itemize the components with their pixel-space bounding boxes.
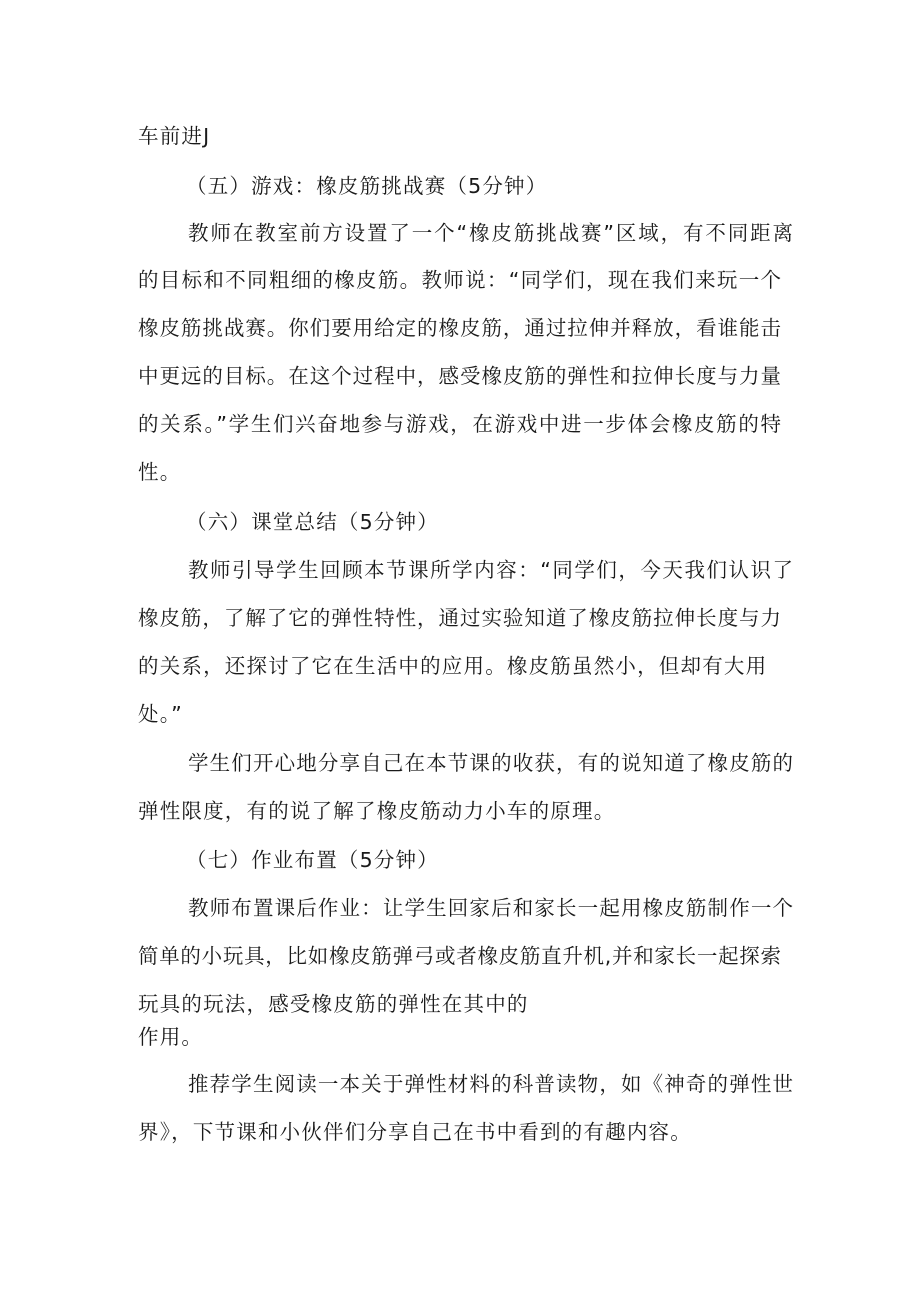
paragraph-line: 推荐学生阅读一本关于弹性材料的科普读物，如《神奇的弹性世 xyxy=(188,1072,793,1096)
text-line xyxy=(188,1070,793,1098)
paragraph-line: 教师引导学生回顾本节课所学内容：“同学们，今天我们认识了 xyxy=(188,558,793,582)
text-line: 弹性限度，有的说了解了橡皮筋动力小车的原理。 xyxy=(138,799,616,823)
text-line xyxy=(138,410,781,438)
text-line xyxy=(138,314,781,342)
paragraph-line: 的目标和不同粗细的橡皮筋。教师说：“同学们，现在我们来玩一个 xyxy=(138,268,781,292)
paragraph-line: 的关系。”学生们兴奋地参与游戏，在游戏中进一步体会橡皮筋的特 xyxy=(138,412,781,436)
text-line: 作用。 xyxy=(138,1025,204,1049)
paragraph-line: 橡皮筋，了解了它的弹性特性，通过实验知道了橡皮筋拉伸长度与力 xyxy=(138,606,781,630)
text-line xyxy=(188,556,793,584)
section-heading-summary: （六）课堂总结（5分钟） xyxy=(186,510,439,534)
text-line xyxy=(138,266,781,294)
paragraph-line: 简单的小玩具，比如橡皮筋弹弓或者橡皮筋直升机,并和家长一起探索 xyxy=(138,944,781,968)
text-line xyxy=(138,942,781,970)
text-line xyxy=(188,219,793,247)
text-line xyxy=(188,894,793,922)
text-line: 性。 xyxy=(138,460,182,484)
paragraph-line: 教师布置课后作业：让学生回家后和家长一起用橡皮筋制作一个 xyxy=(188,896,793,920)
text-line xyxy=(188,749,793,777)
paragraph-line: 学生们开心地分享自己在本节课的收获，有的说知道了橡皮筋的 xyxy=(188,751,793,775)
section-heading-homework: （七）作业布置（5分钟） xyxy=(186,848,439,872)
paragraph-line: 中更远的目标。在这个过程中，感受橡皮筋的弹性和拉伸长度与力量 xyxy=(138,364,781,388)
text-line: 玩具的玩法，感受橡皮筋的弹性在其中的 xyxy=(138,992,529,1016)
paragraph-line: 教师在教室前方设置了一个“橡皮筋挑战赛”区域，有不同距离 xyxy=(188,221,793,245)
text-line: 处。” xyxy=(138,702,183,726)
paragraph-line: 橡皮筋挑战赛。你们要用给定的橡皮筋，通过拉伸并释放，看谁能击 xyxy=(138,316,781,340)
text-line xyxy=(138,604,781,632)
text-line: 的关系，还探讨了它在生活中的应用。橡皮筋虽然小，但却有大用 xyxy=(138,654,768,678)
text-line: 界》，下节课和小伙伴们分享自己在书中看到的有趣内容。 xyxy=(138,1120,692,1144)
text-line xyxy=(138,362,781,390)
text-line: 车前进J xyxy=(138,124,211,148)
section-heading-game: （五）游戏：橡皮筋挑战赛（5分钟） xyxy=(186,174,548,198)
